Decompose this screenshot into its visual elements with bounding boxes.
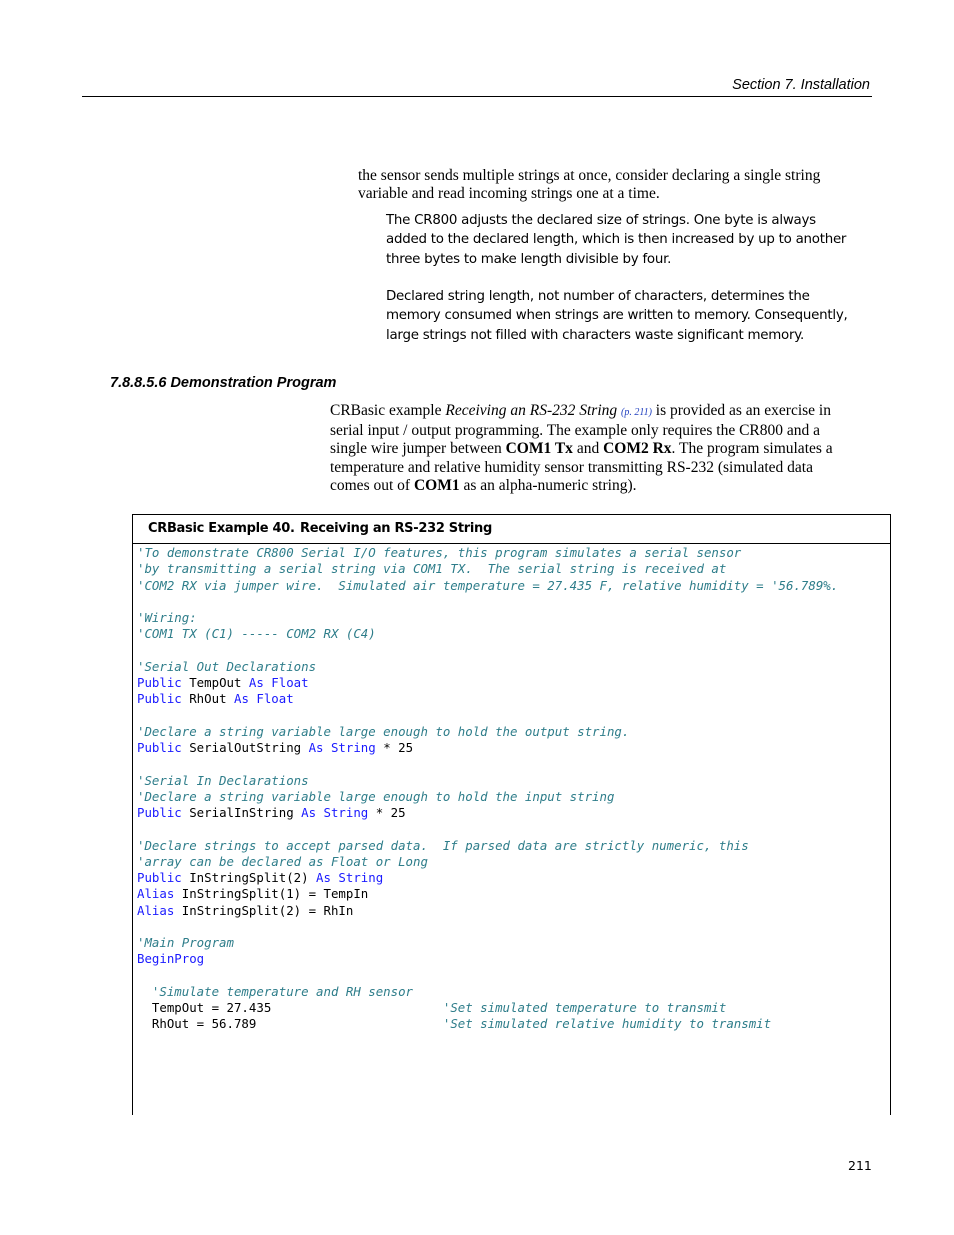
code-line: 'Wiring: xyxy=(137,610,197,625)
demo-paragraph: CRBasic example Receiving an RS-232 String (p. 211) is provided as an exercise in serial input / output programming. The example only requires the CR800 and a single wire jumper between COM1 Tx and COM2 Rx. The program simulates a temperature and relative humidity sensor transmitting RS-232 (simulated data comes out of COM1 as an alpha-numeric string). xyxy=(330,402,833,494)
code-listing xyxy=(137,545,838,1033)
code-line: Public RhOut As Float xyxy=(137,691,294,707)
code-line: 'Simulate temperature and RH sensor xyxy=(137,983,414,999)
code-line xyxy=(137,643,838,659)
page-number: 211 xyxy=(848,1158,872,1173)
code-line: 'To demonstrate CR800 Serial I/O features, this program simulates a serial sensor xyxy=(137,545,742,560)
code-line: TempOut = 27.435 'Set simulated temperature to transmit xyxy=(137,1000,727,1015)
section-title: Section 7. Installation xyxy=(732,77,870,93)
code-line: 'Serial Out Declarations xyxy=(137,658,317,674)
code-line: 'Declare a string variable large enough to hold the input string xyxy=(137,788,615,804)
example-label: CRBasic Example 40. xyxy=(148,521,295,536)
code-line: 'by transmitting a serial string via COM1 TX. The serial string is received at xyxy=(137,561,727,577)
code-line: RhOut = 56.789 'Set simulated relative humidity to transmit xyxy=(137,1016,772,1032)
code-example-caption xyxy=(133,515,890,544)
code-example-box xyxy=(132,514,891,1115)
code-line: 'COM2 RX via jumper wire. Simulated air temperature = 27.435 F, relative humidity = '56.789%. xyxy=(137,577,839,593)
section-heading: 7.8.8.5.6 Demonstration Program xyxy=(110,375,337,391)
code-line xyxy=(137,821,838,837)
code-line: 'array can be declared as Float or Long xyxy=(137,853,428,869)
page-header xyxy=(82,76,872,97)
intro-paragraph: the sensor sends multiple strings at once, consider declaring a single string variable and read incoming strings one at a time. xyxy=(358,167,821,202)
code-line: 'Declare strings to accept parsed data. If parsed data are strictly numeric, this xyxy=(137,837,749,853)
code-line xyxy=(137,594,838,610)
code-line: Alias InStringSplit(2) = RhIn xyxy=(137,902,354,918)
code-line: BeginProg xyxy=(137,951,205,967)
code-line xyxy=(137,968,838,984)
example-title: Receiving an RS-232 String xyxy=(300,521,493,536)
code-line: 'Main Program xyxy=(137,935,234,950)
code-line: 'Serial In Declarations xyxy=(137,772,309,788)
page-reference-link[interactable]: (p. 211) xyxy=(621,407,652,418)
code-line: Public TempOut As Float xyxy=(137,675,309,690)
code-line: Public InStringSplit(2) As String xyxy=(137,870,384,885)
code-line: Public SerialOutString As String * 25 xyxy=(137,740,414,755)
note-memory: Declared string length, not number of characters, determines the memory consumed when strings are written to memory. Consequently, large strings not filled with characters waste significant memory. xyxy=(386,289,848,343)
code-line: Public SerialInString As String * 25 xyxy=(137,805,406,820)
code-line xyxy=(137,756,838,772)
note-string-size: The CR800 adjusts the declared size of strings. One byte is always added to the declared length, which is then increased by up to another three bytes to make length divisible by four. xyxy=(386,213,847,267)
code-line xyxy=(137,708,838,724)
code-line xyxy=(137,919,838,935)
code-line: Alias InStringSplit(1) = TempIn xyxy=(137,886,369,902)
code-line: 'COM1 TX (C1) ----- COM2 RX (C4) xyxy=(137,626,376,642)
code-line: 'Declare a string variable large enough to hold the output string. xyxy=(137,723,630,739)
